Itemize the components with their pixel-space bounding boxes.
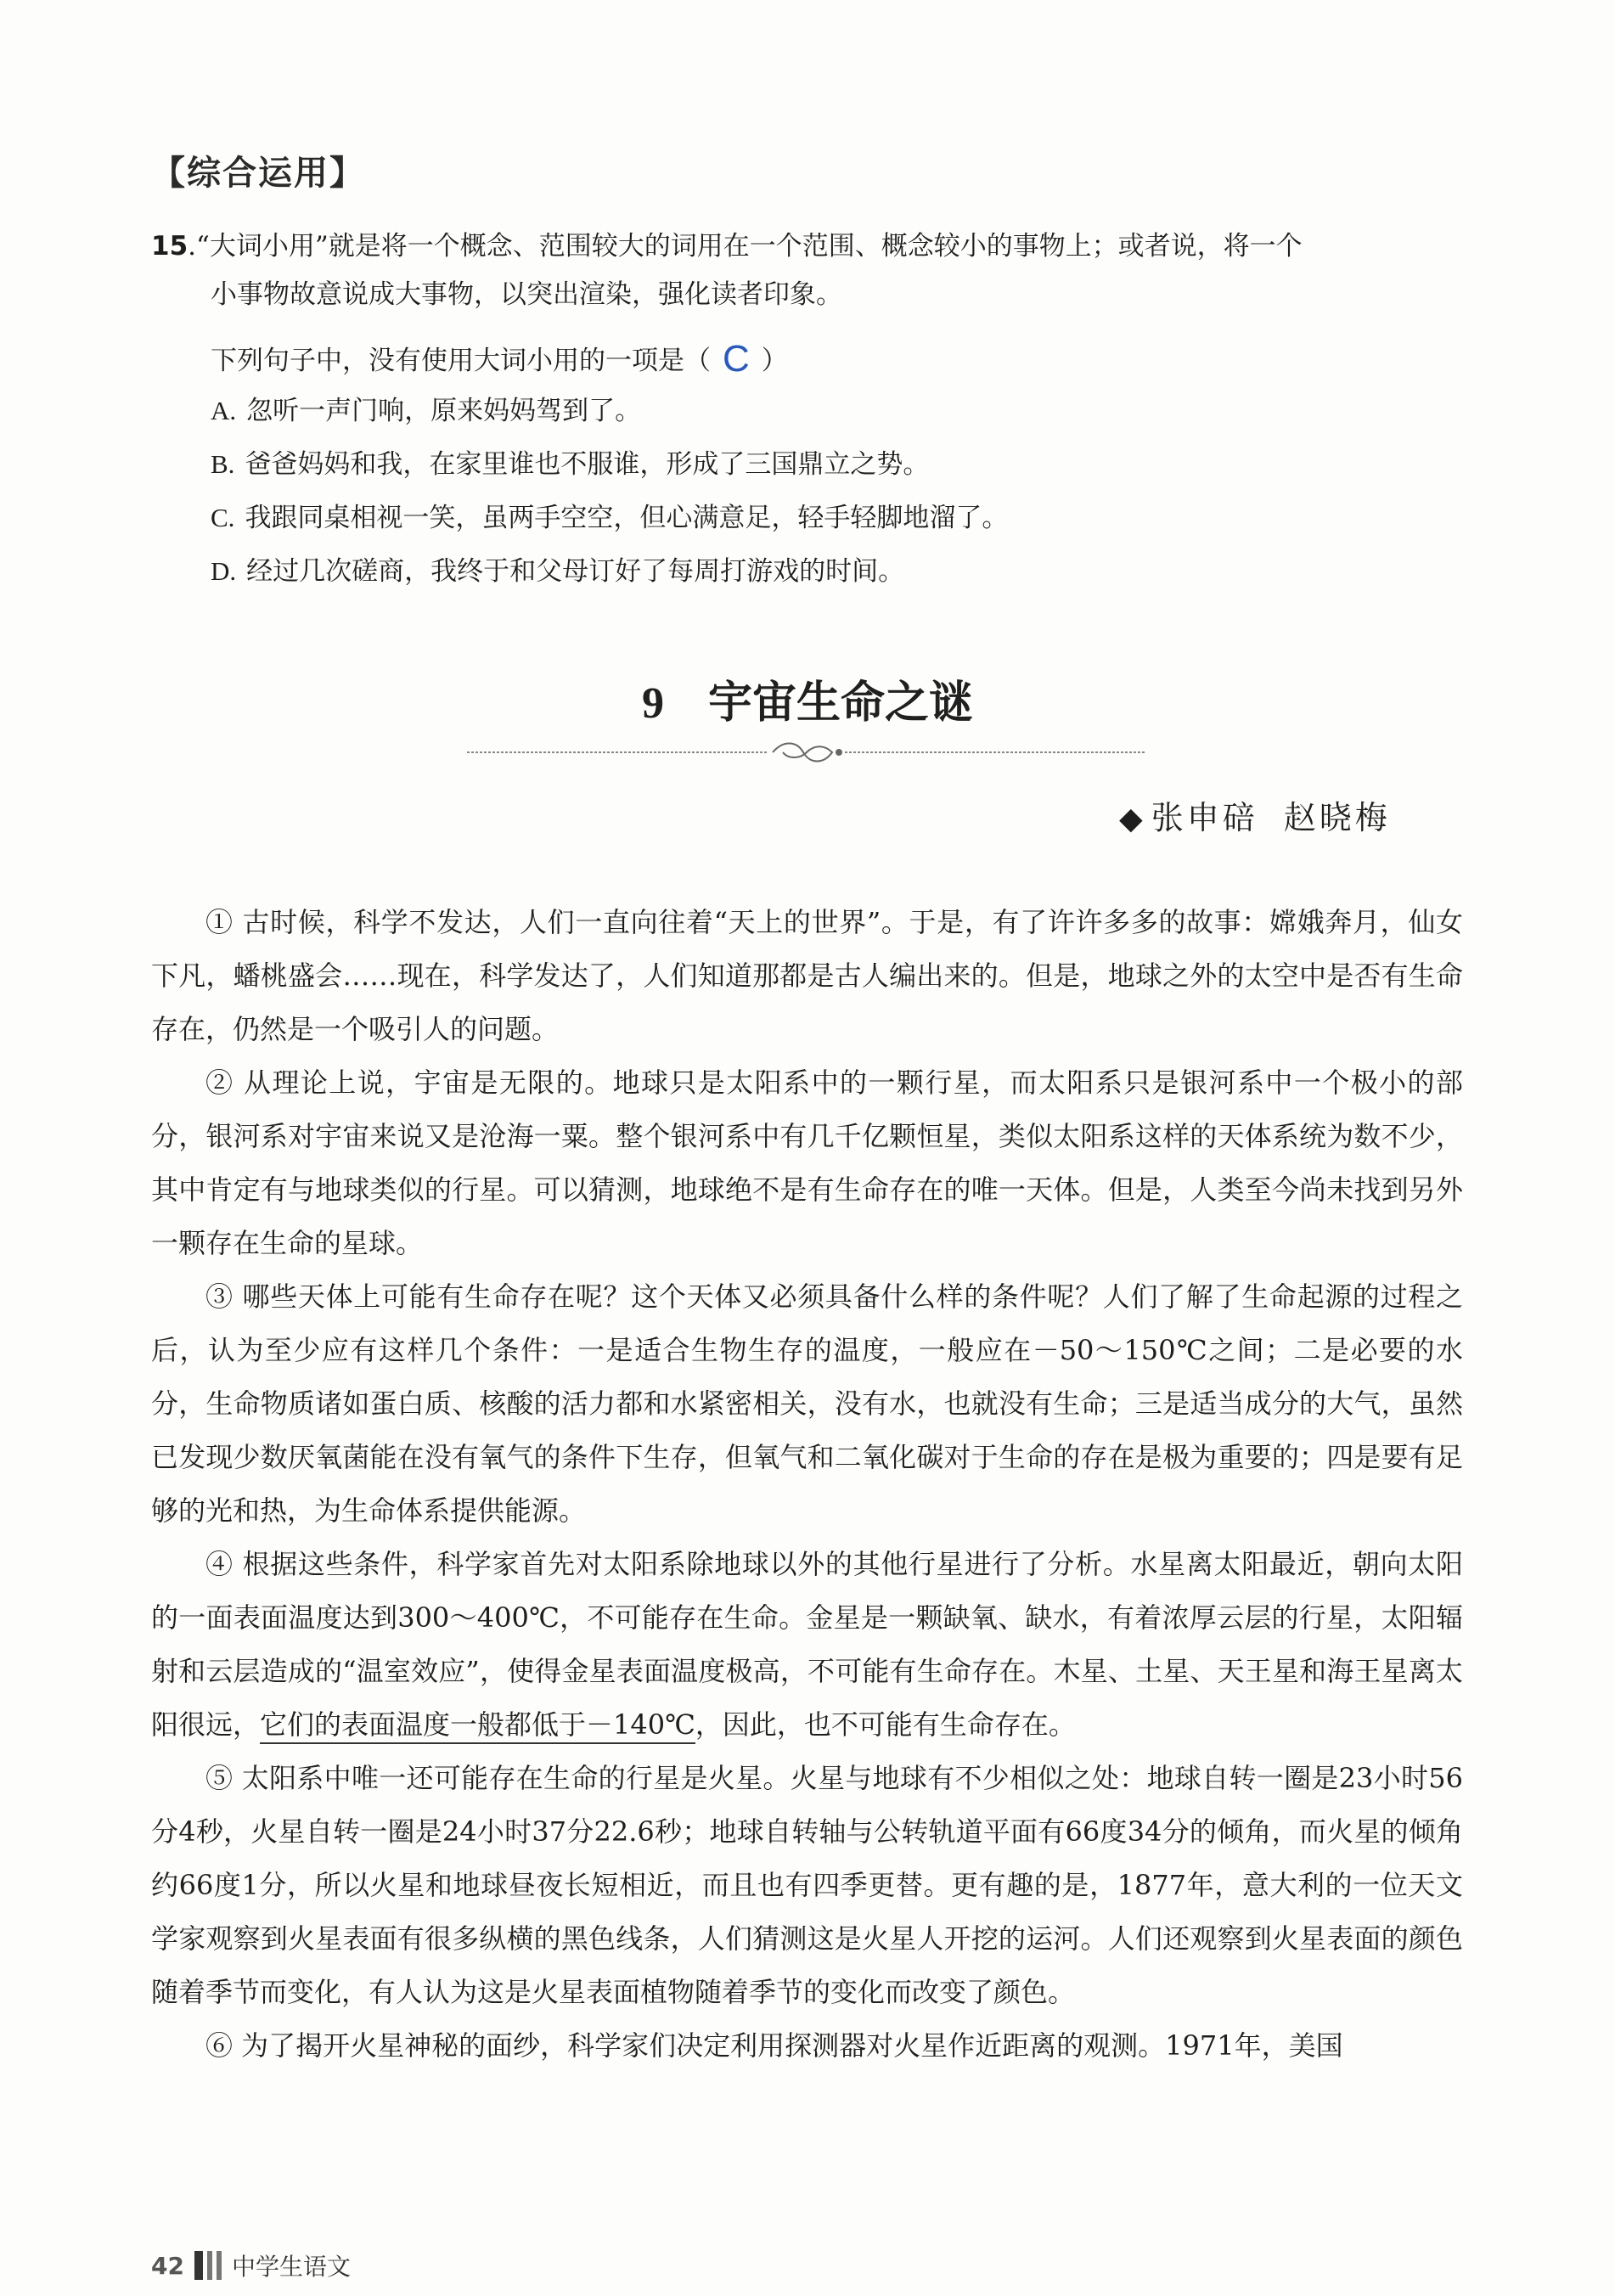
option-letter: B. <box>211 449 235 479</box>
option-d <box>211 547 904 596</box>
question-prompt-close: ） <box>761 346 788 376</box>
paragraph-2: ② 从理论上说，宇宙是无限的。地球只是太阳系中的一颗行星，而太阳系只是银河系中一个极小的部分，银河系对宇宙来说又是沧海一粟。整个银河系中有几千亿颗恒星，类似太阳系这样的天体系统为数不少，其中肯定有与地球类似的行星。可以猜测，地球绝不是有生命存在的唯一天体。但是，人类至今尚未找到另外一颗存在生命的星球。 <box>151 1066 1463 1259</box>
answer-mark: C <box>723 338 750 380</box>
underlined-sentence: 它们的表面温度一般都低于－140℃ <box>260 1708 695 1744</box>
question-stem-line1: .“大词小用”就是将一个概念、范围较大的词用在一个范围、概念较小的事物上；或者说，将一个 <box>188 231 1303 262</box>
footer-bars-icon <box>194 2251 222 2280</box>
author-1: 张申碚 <box>1151 799 1258 836</box>
paragraph-1: ① 古时候，科学不发达，人们一直向往着“天上的世界”。于是，有了许许多多的故事：嫦娥奔月，仙女下凡，蟠桃盛会……现在，科学发达了，人们知道那都是古人编出来的。但是，地球之外的太空中是否有生命存在，仍然是一个吸引人的问题。 <box>151 906 1463 1045</box>
page-number: 42 <box>151 2251 184 2280</box>
journal-name: 中学生语文 <box>231 2253 351 2281</box>
article-body <box>151 896 1463 2073</box>
article-title <box>0 667 1615 730</box>
question-number: 15 <box>151 231 189 262</box>
option-letter: D. <box>211 556 237 586</box>
option-c <box>211 493 1008 543</box>
option-text: 爸爸妈妈和我，在家里谁也不服谁，形成了三国鼎立之势。 <box>245 449 930 480</box>
page-footer <box>151 2248 351 2282</box>
article-title-text: 宇宙生命之谜 <box>707 678 973 729</box>
author-2: 赵晓梅 <box>1283 799 1391 836</box>
paragraph-3: ③ 哪些天体上可能有生命存在呢？这个天体又必须具备什么样的条件呢？人们了解了生命起源的过程之后，认为至少应有这样几个条件：一是适合生物生存的温度，一般应在－50～150℃之间；二是必要的水分，生命物质诸如蛋白质、核酸的活力都和水紧密相关，没有水，也就没有生命；三是适当成分的大气，虽然已发现少数厌氧菌能在没有氧气的条件下生存，但氧气和二氧化碳对于生命的存在是极为重要的；四是要有足够的光和热，为生命体系提供能源。 <box>151 1280 1463 1527</box>
section-header: 【综合运用】 <box>151 154 365 193</box>
option-text: 经过几次磋商，我终于和父母订好了每周打游戏的时间。 <box>246 556 905 587</box>
option-text: 忽听一声门响，原来妈妈驾到了。 <box>246 396 642 426</box>
title-divider-ornament <box>467 737 1146 768</box>
paragraph-4-end: ，因此，也不可能有生命存在。 <box>695 1708 1076 1741</box>
paragraph-5: ⑤ 太阳系中唯一还可能存在生命的行星是火星。火星与地球有不少相似之处：地球自转一圈是23小时56分4秒，火星自转一圈是24小时37分22.6秒；地球自转轴与公转轨道平面有66度34分的倾角，而火星的倾角约66度1分，所以火星和地球昼夜长短相近，而且也有四季更替。更有趣的是，1877年，意大利的一位天文学家观察到火星表面有很多纵横的黑色线条，人们猜测这是火星人开挖的运河。人们还观察到火星表面的颜色随着季节而变化，有人认为这是火星表面植物随着季节的变化而改变了颜色。 <box>151 1762 1463 2008</box>
question-prompt-text: 下列句子中，没有使用大词小用的一项是（ <box>211 346 711 376</box>
question-prompt <box>211 333 788 385</box>
diamond-icon: ◆ <box>1119 802 1146 836</box>
question-stem <box>151 222 1493 319</box>
article-number: 9 <box>641 679 664 728</box>
option-b <box>211 440 929 489</box>
paragraph-4-text: ④ 根据这些条件，科学家首先对太阳系除地球以外的其他行星进行了分析。水星离太阳最近，朝向太阳的一面表面温度达到300～400℃，不可能存在生命。金星是一颗缺氧、缺水，有着浓厚云层的行星，太阳辐射和云层造成的“温室效应”，使得金星表面温度极高，不可能有生命存在。木星、土星、天王星和海王星离太阳很远， <box>151 1548 1463 1741</box>
option-a <box>211 386 641 436</box>
paragraph-4 <box>151 1538 1463 1752</box>
option-text: 我跟同桌相视一笑，虽两手空空，但心满意足，轻手轻脚地溜了。 <box>245 503 1009 533</box>
option-letter: A. <box>211 396 237 425</box>
paragraph-6: ⑥ 为了揭开火星神秘的面纱，科学家们决定利用探测器对火星作近距离的观测。1971年，美国 <box>205 2029 1343 2062</box>
question-stem-line2: 小事物故意说成大事物，以突出渲染，强化读者印象。 <box>211 279 842 310</box>
author-line <box>1119 791 1391 838</box>
option-letter: C. <box>211 503 235 532</box>
